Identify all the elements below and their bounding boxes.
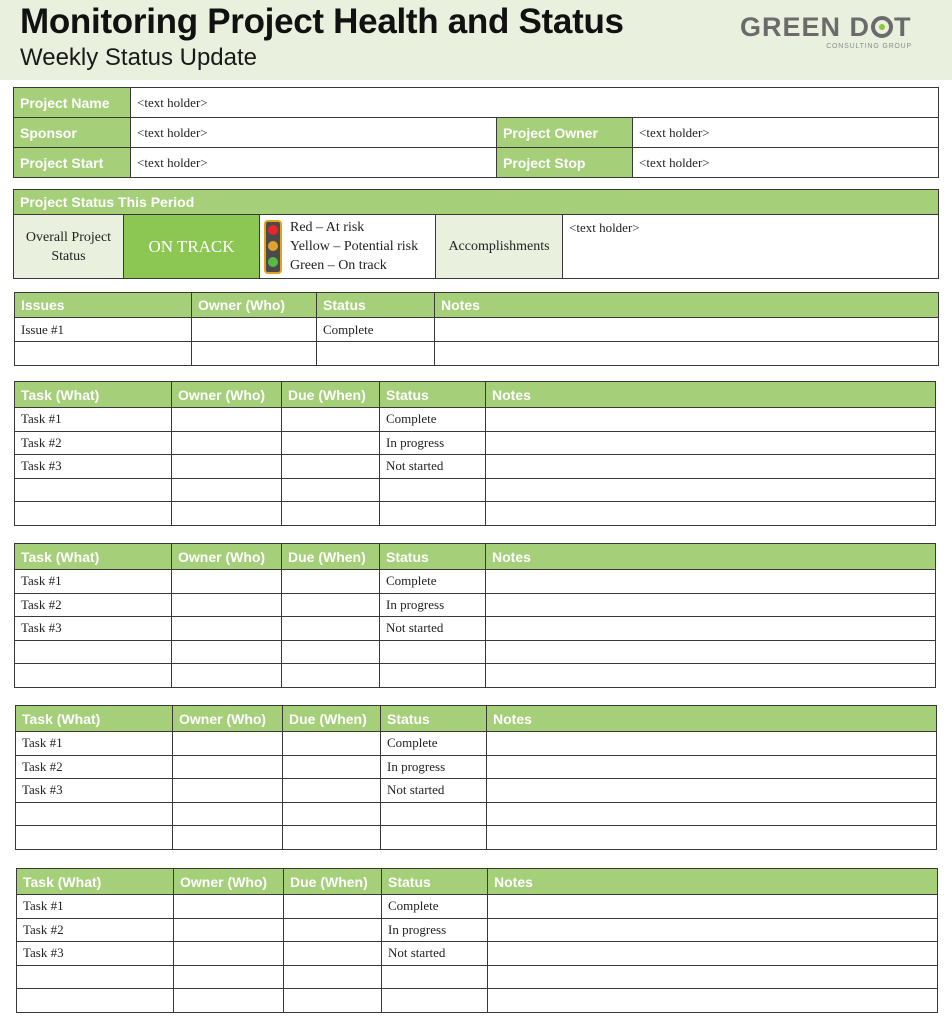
- due-cell[interactable]: [282, 455, 380, 479]
- table-row: [15, 478, 936, 502]
- accomplishments-field[interactable]: <text holder>: [563, 215, 939, 279]
- task-header-status: Status: [380, 382, 486, 408]
- notes-cell[interactable]: [487, 779, 937, 803]
- task-header-what: Task (What): [15, 544, 172, 570]
- notes-cell[interactable]: [487, 732, 937, 756]
- owner-cell[interactable]: [172, 593, 282, 617]
- owner-cell[interactable]: [173, 802, 283, 826]
- project-start-label: Project Start: [14, 148, 131, 178]
- status-cell[interactable]: [380, 640, 486, 664]
- table-row: [15, 502, 936, 526]
- green-lamp-icon: [268, 257, 278, 267]
- logo-dot-icon: [871, 16, 893, 38]
- status-cell[interactable]: Not started: [380, 617, 486, 641]
- task-header-due: Due (When): [283, 706, 381, 732]
- notes-cell[interactable]: [488, 918, 938, 942]
- notes-cell[interactable]: [486, 640, 936, 664]
- project-info-table: [13, 87, 939, 178]
- status-cell[interactable]: [382, 989, 488, 1013]
- status-cell[interactable]: [380, 502, 486, 526]
- task-header-status: Status: [381, 706, 487, 732]
- status-cell[interactable]: Complete: [380, 570, 486, 594]
- owner-cell[interactable]: [173, 826, 283, 850]
- task-header-due: Due (When): [284, 869, 382, 895]
- owner-cell[interactable]: [174, 918, 284, 942]
- sponsor-field[interactable]: <text holder>: [131, 118, 497, 148]
- task-table-2: [14, 543, 936, 688]
- company-logo: [740, 12, 930, 54]
- task-header-owner: Owner (Who): [172, 544, 282, 570]
- notes-cell[interactable]: [487, 802, 937, 826]
- yellow-lamp-icon: [268, 241, 278, 251]
- task-header-owner: Owner (Who): [173, 706, 283, 732]
- task-table-3: [15, 705, 937, 850]
- legend-red: Red – At risk: [290, 220, 365, 235]
- due-cell[interactable]: [284, 942, 382, 966]
- status-cell[interactable]: Complete: [381, 732, 487, 756]
- task-header-status: Status: [382, 869, 488, 895]
- logo-word-end: T: [894, 12, 912, 42]
- due-cell[interactable]: [284, 989, 382, 1013]
- owner-cell[interactable]: [172, 664, 282, 688]
- accomplishments-label: Accomplishments: [436, 215, 563, 279]
- task-cell[interactable]: [16, 826, 173, 850]
- page-title: Monitoring Project Health and Status: [20, 2, 624, 41]
- table-row: [16, 779, 937, 803]
- due-cell[interactable]: [282, 570, 380, 594]
- project-start-field[interactable]: <text holder>: [131, 148, 497, 178]
- project-owner-label: Project Owner: [497, 118, 633, 148]
- task-header-notes: Notes: [488, 869, 938, 895]
- due-cell[interactable]: [282, 502, 380, 526]
- issues-header-owner: Owner (Who): [192, 293, 317, 318]
- task-header-due: Due (When): [282, 382, 380, 408]
- status-cell[interactable]: In progress: [380, 431, 486, 455]
- status-cell[interactable]: Complete: [380, 408, 486, 432]
- task-header-status: Status: [380, 544, 486, 570]
- notes-cell[interactable]: [435, 318, 939, 342]
- red-lamp-icon: [268, 225, 278, 235]
- owner-cell[interactable]: [172, 640, 282, 664]
- status-cell[interactable]: [380, 664, 486, 688]
- owner-cell[interactable]: [172, 502, 282, 526]
- notes-cell[interactable]: [486, 478, 936, 502]
- task-header-owner: Owner (Who): [172, 382, 282, 408]
- task-header-owner: Owner (Who): [174, 869, 284, 895]
- table-row: [15, 593, 936, 617]
- owner-cell[interactable]: [173, 755, 283, 779]
- task-cell[interactable]: [15, 664, 172, 688]
- due-cell[interactable]: [282, 664, 380, 688]
- notes-cell[interactable]: [486, 455, 936, 479]
- notes-cell[interactable]: [488, 895, 938, 919]
- project-name-field[interactable]: <text holder>: [131, 88, 939, 118]
- status-cell[interactable]: [382, 965, 488, 989]
- status-cell[interactable]: [380, 478, 486, 502]
- due-cell[interactable]: [284, 918, 382, 942]
- task-header-what: Task (What): [15, 382, 172, 408]
- task-cell[interactable]: Task #2: [15, 593, 172, 617]
- owner-cell[interactable]: [172, 478, 282, 502]
- owner-cell[interactable]: [172, 408, 282, 432]
- task-cell[interactable]: Task #2: [17, 918, 174, 942]
- task-cell[interactable]: Task #1: [15, 570, 172, 594]
- task-cell[interactable]: [15, 640, 172, 664]
- owner-cell[interactable]: [173, 732, 283, 756]
- project-status-table: [13, 189, 939, 279]
- due-cell[interactable]: [282, 593, 380, 617]
- owner-cell[interactable]: [192, 342, 317, 366]
- table-row: [15, 408, 936, 432]
- table-row: [15, 455, 936, 479]
- status-cell[interactable]: Not started: [381, 779, 487, 803]
- task-cell[interactable]: [17, 989, 174, 1013]
- project-name-label: Project Name: [14, 88, 131, 118]
- table-row: [17, 918, 938, 942]
- task-cell[interactable]: Task #1: [15, 408, 172, 432]
- logo-word: GREEN D: [740, 12, 871, 42]
- table-row: [15, 318, 939, 342]
- project-stop-label: Project Stop: [497, 148, 633, 178]
- overall-status-label-line2: Status: [51, 248, 86, 264]
- status-cell[interactable]: Not started: [382, 942, 488, 966]
- overall-status-value[interactable]: ON TRACK: [124, 215, 260, 279]
- sponsor-label: Sponsor: [14, 118, 131, 148]
- status-cell[interactable]: In progress: [380, 593, 486, 617]
- task-cell[interactable]: Task #3: [16, 779, 173, 803]
- notes-cell[interactable]: [486, 431, 936, 455]
- task-cell[interactable]: [15, 478, 172, 502]
- table-row: [17, 942, 938, 966]
- due-cell[interactable]: [282, 408, 380, 432]
- owner-cell[interactable]: [174, 965, 284, 989]
- owner-cell[interactable]: [174, 989, 284, 1013]
- notes-cell[interactable]: [486, 593, 936, 617]
- notes-cell[interactable]: [486, 502, 936, 526]
- legend-yellow: Yellow – Potential risk: [290, 239, 419, 254]
- task-table-1: [14, 381, 936, 526]
- issues-header-issues: Issues: [15, 293, 192, 318]
- task-header-what: Task (What): [17, 869, 174, 895]
- table-row: [17, 965, 938, 989]
- table-row: [17, 895, 938, 919]
- traffic-light-icon: [264, 220, 282, 274]
- task-cell[interactable]: Task #3: [15, 455, 172, 479]
- owner-cell[interactable]: [173, 779, 283, 803]
- owner-cell[interactable]: [172, 431, 282, 455]
- due-cell[interactable]: [283, 779, 381, 803]
- owner-cell[interactable]: [174, 942, 284, 966]
- notes-cell[interactable]: [488, 965, 938, 989]
- notes-cell[interactable]: [435, 342, 939, 366]
- project-owner-field[interactable]: <text holder>: [633, 118, 939, 148]
- status-cell[interactable]: Not started: [380, 455, 486, 479]
- owner-cell[interactable]: [172, 570, 282, 594]
- owner-cell[interactable]: [172, 455, 282, 479]
- task-header-notes: Notes: [487, 706, 937, 732]
- due-cell[interactable]: [283, 802, 381, 826]
- due-cell[interactable]: [284, 895, 382, 919]
- due-cell[interactable]: [282, 640, 380, 664]
- table-row: [16, 802, 937, 826]
- status-cell[interactable]: In progress: [381, 755, 487, 779]
- table-row: [17, 989, 938, 1013]
- task-cell[interactable]: Task #3: [15, 617, 172, 641]
- overall-status-label: [14, 215, 124, 279]
- project-stop-field[interactable]: <text holder>: [633, 148, 939, 178]
- overall-status-label-line1: Overall Project: [25, 229, 112, 245]
- notes-cell[interactable]: [486, 408, 936, 432]
- notes-cell[interactable]: [488, 942, 938, 966]
- notes-cell[interactable]: [486, 664, 936, 688]
- status-cell[interactable]: [381, 802, 487, 826]
- due-cell[interactable]: [284, 965, 382, 989]
- owner-cell[interactable]: [174, 895, 284, 919]
- issue-cell[interactable]: Issue #1: [15, 318, 192, 342]
- table-row: [16, 732, 937, 756]
- table-row: [16, 826, 937, 850]
- page-subtitle: Weekly Status Update: [20, 44, 258, 71]
- task-cell[interactable]: Task #1: [17, 895, 174, 919]
- status-cell[interactable]: Complete: [317, 318, 435, 342]
- header-band: [0, 0, 952, 80]
- due-cell[interactable]: [283, 826, 381, 850]
- task-cell[interactable]: Task #2: [15, 431, 172, 455]
- task-header-notes: Notes: [486, 544, 936, 570]
- table-row: [15, 664, 936, 688]
- notes-cell[interactable]: [487, 755, 937, 779]
- task-cell[interactable]: Task #1: [16, 732, 173, 756]
- notes-cell[interactable]: [487, 826, 937, 850]
- owner-cell[interactable]: [172, 617, 282, 641]
- status-legend: [260, 215, 436, 279]
- legend-green: Green – On track: [290, 258, 387, 273]
- status-cell[interactable]: In progress: [382, 918, 488, 942]
- logo-tagline: CONSULTING GROUP: [826, 43, 912, 50]
- table-row: [15, 570, 936, 594]
- due-cell[interactable]: [282, 431, 380, 455]
- table-row: [15, 342, 939, 366]
- notes-cell[interactable]: [486, 617, 936, 641]
- status-cell[interactable]: Complete: [382, 895, 488, 919]
- task-cell[interactable]: Task #2: [16, 755, 173, 779]
- task-cell[interactable]: [16, 802, 173, 826]
- owner-cell[interactable]: [192, 318, 317, 342]
- task-header-notes: Notes: [486, 382, 936, 408]
- task-header-due: Due (When): [282, 544, 380, 570]
- task-cell[interactable]: Task #3: [17, 942, 174, 966]
- notes-cell[interactable]: [488, 989, 938, 1013]
- issue-cell[interactable]: [15, 342, 192, 366]
- task-header-what: Task (What): [16, 706, 173, 732]
- table-row: [15, 617, 936, 641]
- due-cell[interactable]: [282, 478, 380, 502]
- due-cell[interactable]: [283, 732, 381, 756]
- status-cell[interactable]: [381, 826, 487, 850]
- task-cell[interactable]: [15, 502, 172, 526]
- task-cell[interactable]: [17, 965, 174, 989]
- table-row: [16, 755, 937, 779]
- due-cell[interactable]: [283, 755, 381, 779]
- issues-table: [14, 292, 939, 366]
- notes-cell[interactable]: [486, 570, 936, 594]
- status-cell[interactable]: [317, 342, 435, 366]
- table-row: [15, 431, 936, 455]
- issues-header-notes: Notes: [435, 293, 939, 318]
- table-row: [15, 640, 936, 664]
- issues-header-status: Status: [317, 293, 435, 318]
- task-table-4: [16, 868, 938, 1013]
- status-period-heading: Project Status This Period: [14, 190, 939, 215]
- due-cell[interactable]: [282, 617, 380, 641]
